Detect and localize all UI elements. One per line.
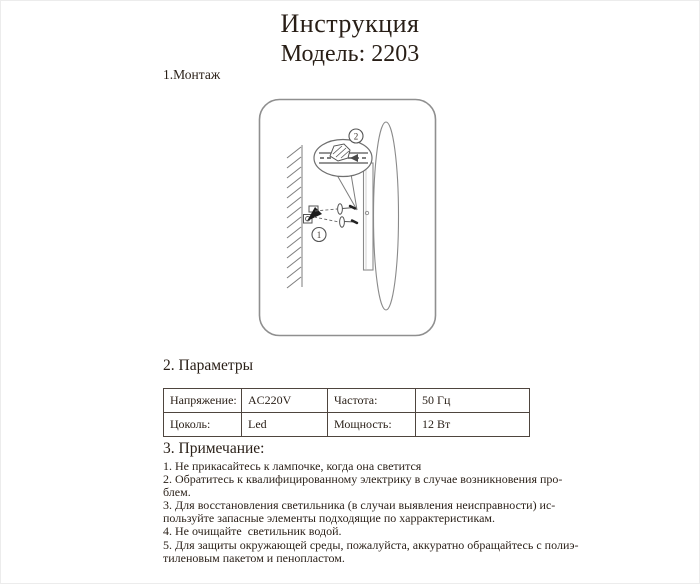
svg-text:2: 2 bbox=[353, 131, 359, 142]
lamp-shade-ellipse bbox=[374, 122, 399, 310]
diagram-frame bbox=[260, 100, 436, 336]
lamp-mount-plate bbox=[364, 163, 374, 270]
table-row bbox=[164, 413, 530, 437]
param-value-voltage: AC220V bbox=[242, 389, 328, 413]
section-heading-notes: 3. Примечание: bbox=[163, 440, 265, 457]
wall-bracket bbox=[304, 206, 323, 223]
screw-icon bbox=[340, 217, 357, 227]
note-line: тиленовым пакетом и пенопластом. bbox=[163, 550, 345, 565]
note-line: 2. Обратитесь к квалифицированному электрику в случае возникновения про- bbox=[163, 472, 563, 487]
svg-text:1: 1 bbox=[316, 230, 322, 240]
page-subtitle: Модель: 2203 bbox=[280, 41, 420, 67]
detail-circle bbox=[314, 140, 372, 177]
param-label-socket: Цоколь: bbox=[164, 413, 242, 437]
param-value-power: 12 Вт bbox=[416, 413, 530, 437]
section-heading-montage: 1.Монтаж bbox=[163, 67, 221, 82]
param-label-voltage: Напряжение: bbox=[164, 389, 242, 413]
note-line: 4. Не очищайте светильник водой. bbox=[163, 524, 342, 539]
page-title: Инструкция bbox=[280, 9, 420, 38]
installation-diagram bbox=[258, 98, 437, 337]
param-label-frequency: Частота: bbox=[328, 389, 416, 413]
note-line: 1. Не прикасайтесь к лампочке, когда она светится bbox=[163, 459, 422, 473]
parameters-table bbox=[163, 388, 530, 437]
param-value-frequency: 50 Гц bbox=[416, 389, 530, 413]
wall-hatching bbox=[287, 145, 302, 288]
note-line: блем. bbox=[163, 485, 191, 500]
param-label-power: Мощность: bbox=[328, 413, 416, 437]
param-value-socket: Led bbox=[242, 413, 328, 437]
table-row bbox=[164, 389, 530, 413]
section-heading-parameters: 2. Параметры bbox=[163, 357, 254, 374]
note-line: 5. Для защиты окружающей среды, пожалуйста, аккуратно обращайтесь с полиэ- bbox=[163, 537, 579, 552]
screw-icon bbox=[338, 204, 355, 214]
notes-list bbox=[163, 460, 579, 565]
note-line: пользуйте запасные элементы подходящие по харрактеристикам. bbox=[163, 511, 496, 526]
step-2-label bbox=[349, 129, 363, 143]
note-line: 3. Для восстановления светильника (в случаи выявления неисправности) ис- bbox=[163, 498, 556, 513]
step-1-label bbox=[312, 228, 326, 242]
